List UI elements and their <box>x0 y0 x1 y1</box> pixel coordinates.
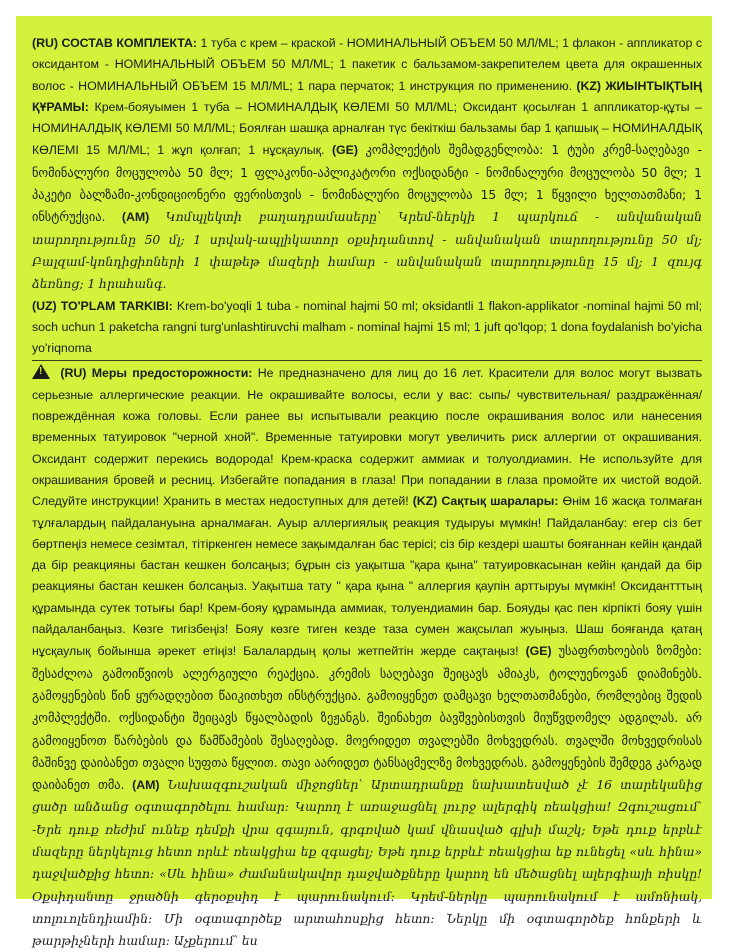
composition-heading-uz: (UZ) TO'PLAM TARKIBI: <box>32 298 173 313</box>
composition-text-ge: კომპლექტის შემადგენლობა: 1 ტუბი კრემ-საღებავი - ნომინალური მოცულობა 50 მლ; 1 ფლაკონი-აპლიკატორი ოქსიდანტი - ნომინალური მოცულობა 50 მლ; 1 პაკეტი ბალზამი-კონდიციონერი ფერისთვის - ნომინალური მოცულობა 15 მლ; 1 წყვილი ხელთათმანი; 1 ინსტრუქცია. <box>32 142 702 225</box>
composition-text-am: Կոմպլեկտի բաղադրամասերը՝ Կրեմ-ներկի 1 պարկուճ - անվանական տարողությունը 50 մլ; 1 սրվակ-ապլիկատոր օքսիդանտով - անվանական տարողությունը 50 մլ; Բալզամ-կոնդիցիոների 1 փաթեթ մազերի համար - անվանական տարողությունը 15 մլ; 1 զույգ ձեռնոց; 1 հրահանգ. <box>32 209 702 292</box>
warnings-heading-kz: (KZ) Сақтық шаралары: <box>412 494 559 509</box>
composition-heading-kz: (KZ) ЖИЫНТЫҚТЫҢ ҚҰРАМЫ: <box>32 78 702 114</box>
composition-text-kz: Крем-бояуымен 1 туба – НОМИНАЛДЫҚ КӨЛЕМІ 50 МЛ/ML; Оксидант қосылған 1 аппликатор-құты – НОМИНАЛДЫҚ КӨЛЕМІ 50 МЛ/ML; Боялған шашқа арналған түс бекіткіш бальзамы бар 1 қапшық – НОМИНАЛДЫҚ КӨЛЕМІ 15 МЛ/ML; 1 жұп қолғап; 1 нұсқаулық. <box>32 99 702 158</box>
composition-section <box>32 33 702 359</box>
composition-heading-ru: (RU) СОСТАВ КОМПЛЕКТА: <box>32 36 197 50</box>
warnings-heading-am: (AM) <box>132 778 160 793</box>
composition-text-ru: 1 туба с крем – краской - НОМИНАЛЬНЫЙ ОБЪЕМ 50 МЛ/ML; 1 флакон - аппликатор с оксидантом - НОМИНАЛЬНЫЙ ОБЪЕМ 50 МЛ/ML; 1 пакетик с бальзамом-закрепителем цвета для окрашенных волос - НОМИНАЛЬНЫЙ ОБЪЕМ 15 МЛ/ML; 1 пара перчаток; 1 инструкция по применению. <box>32 36 702 93</box>
warnings-text <box>32 363 702 952</box>
composition-heading-ge: (GE) <box>331 143 358 158</box>
composition-uz-text <box>32 296 702 360</box>
warnings-text-kz: Өнім 16 жасқа толмаған тұлғалардың пайдалануына арналмаған. Ауыр аллергиялық реакция тудыруы мүмкін! Пайдаланбау: егер сіз бет бөртпеңіз немесе сезімтал, тітіркенген немесе зақымдалған бас терісі; сіз бір кездері шашты бояғаннан кейін қандай да бір реакцияны бастан кешкен болсаңыз; бұрын сіз уақытша "қара қына" татуировкасынан кейін қандай да бір реакцияны бастан кешкен болсаңыз. Уақытша тату " қара қына " аллергия қаупін арттыруы мүмкін! Оксидантттың құрамында сутек тотығы бар! Крем-бояу құрамында аммиак, толуендиамин бар. Бояуды қас пен кірпікті бояу үшін пайдаланбаңыз. Көзге тигізбеңіз! Бояу көзге тиген кезде таза сумен жақсылап жуыңыз. Шаш бояғанда қатаң нұсқаулық бойынша әрекет етіңіз! Балалардың қолы жетпейтін жерде сақтаңыз! <box>32 494 702 659</box>
warnings-section <box>32 363 702 952</box>
composition-text <box>32 33 702 296</box>
instruction-panel <box>16 16 712 949</box>
composition-heading-am: (AM) <box>121 210 150 225</box>
warnings-heading-ge: (GE) <box>525 644 552 659</box>
warnings-heading-ru: (RU) Меры предосторожности: <box>60 366 253 381</box>
warnings-text-am: Նախազգուշական միջոցներ՝ Արտադրանքը նախատեսված չէ 16 տարեկանից ցածր անձանց օգտագործելու համար: Կարող է առաջացնել լուրջ ալերգիկ ռեակցիա! Զգուշացում՝ -Երե դուք ռեժիմ ունեք դեմքի վրա զգայուն, գրգռված կամ վնասված գլխի մաշկ; Եթե դուք երբևէ մազերը ներկելուց հետո որևէ ռեակցիա եք զգացել; Եթե դուք երբևէ ռեակցիա եք ունեցել «սև հինա» դաջվածքից հետո: «Սև հինա» ժամանակավոր դաջվածքները կարող են մեծացնել ալերգիայի ռիսկը! Օքսիդանտը ջրածնի գերօքսիդ է պարունակում: Կրեմ-ներկը պարունակում է ամոնիակ, տոլուոլենդիամին: Մի օգտագործեք արտահոսքից հետո: Ներկը մի օգտագործեք հոնքերի և թարթիչների համար: Աչքերում՝ ես <box>32 777 702 949</box>
warnings-text-ge: უსაფრთხოების ზომები: შესაძლოა გამოიწვიოს ალერგიული რეაქცია. კრემის საღებავი შეიცავს ამიაკს, ტოლუენოვან დიამინებს. გამოყენების წინ ყურადღებით წაიკითხეთ ინსტრუქცია. გამოიყენეთ დამცავი ხელთათმანები, რომლებიც შედის კომპლექტში. ოქსიდანტი შეიცავს წყალბადის ზეჟანგს. შეინახეთ ბავშვებისთვის მიუწვდომელ ადგილას. არ გამოიყენოთ წარბების და წამწამების შესაღებად. მოერიდეთ თვალებში მოხვედრას. თვალში მოხვედრისას მაშინვე დაიბანეთ თვალი სუფთა წყლით. თავი აარიდეთ ტანსაცმელზე მოხვედრას. გამოყენების შემდეგ კარგად დაიბანეთ თმა. <box>32 643 702 793</box>
composition-text-uz: Krem-bo'yoqli 1 tuba - nominal hajmi 50 ml; oksidantli 1 flakon-applikator -nominal hajmi 50 ml; soch uchun 1 paketcha rangni turg'unlashtiruvchi malham - nominal hajmi 15 ml; 1 juft qo'lqop; 1 dona foydalanish bo'yicha yo'riqnoma <box>32 298 702 356</box>
warning-triangle-icon: ! <box>32 364 50 379</box>
section-divider <box>32 360 702 361</box>
warnings-text-ru: Не предназначено для лиц до 16 лет. Красители для волос могут вызвать серьезные аллергические реакции. Не окрашивайте волосы, если у вас: сыпь/ чувствительная/ раздражённая/повреждённая кожа головы. Если ранее вы испытывали реакцию после окрашивания волос или нанесения временных татуировок "черной хной". Временные татуировки могут увеличить риск аллергии от окрашивания. Оксидант содержит перекись водорода! Крем-краска содержит аммиак и толуолдиамин. Не используйте для окрашивания бровей и ресниц. Избегайте попадания в глаза! При попадании в глаза промойте их чистой водой. Следуйте инструкции! Хранить в местах недоступных для детей! <box>32 366 702 509</box>
